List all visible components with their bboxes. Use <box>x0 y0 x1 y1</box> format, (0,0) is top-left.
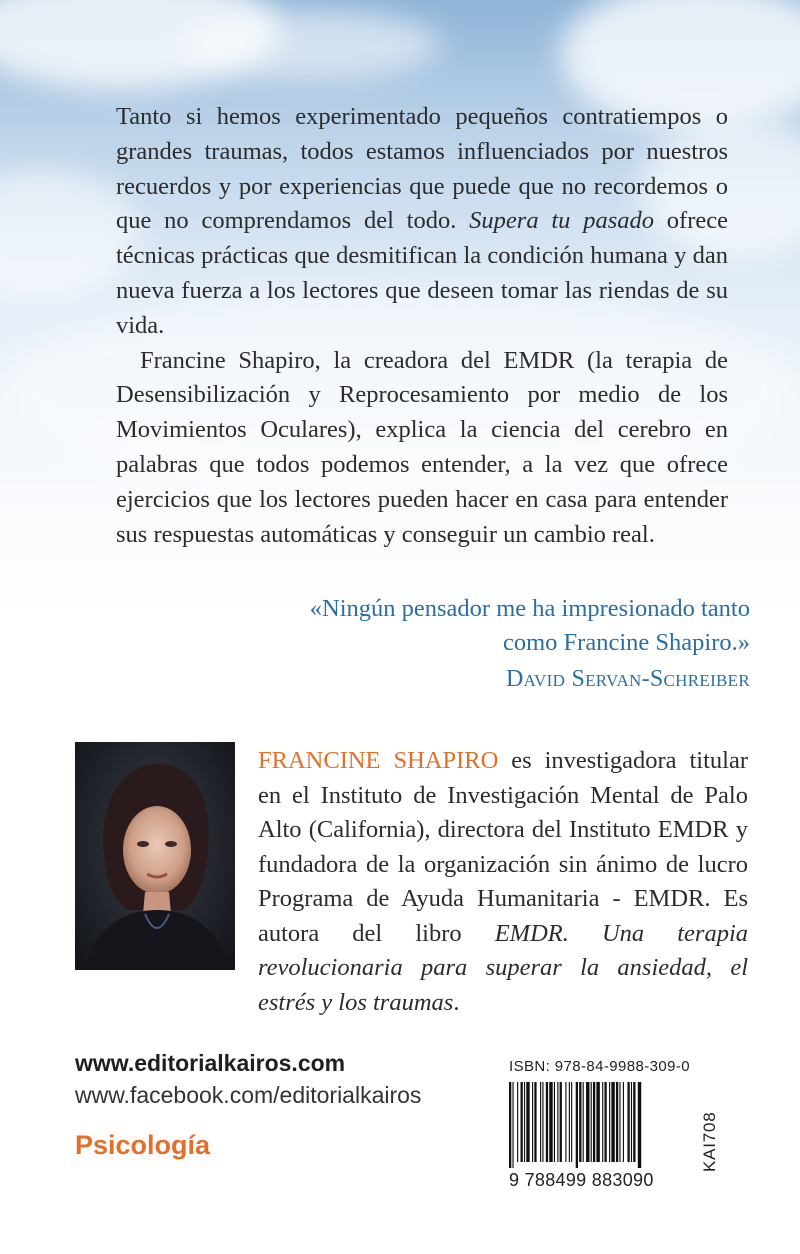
barcode-bar <box>521 1082 523 1162</box>
barcode-bar <box>586 1082 589 1162</box>
barcode-bar <box>534 1082 536 1162</box>
barcode-bar <box>611 1082 614 1162</box>
barcode-bar <box>546 1082 548 1162</box>
barcode-bar <box>565 1082 566 1162</box>
barcode-bar <box>623 1082 624 1162</box>
blurb-text: ofrece técnicas prácticas que desmitifican la condición humana y dan nueva fuerza a los lectores que deseen tomar las riendas de su vida. <box>116 207 728 339</box>
barcode-bar <box>616 1082 618 1162</box>
author-photo <box>75 742 235 970</box>
barcode-bar <box>517 1082 518 1162</box>
barcode-bar <box>549 1082 552 1162</box>
bio-text: es investigadora titular en el Instituto de Investigación Mental de Palo Alto (California), directora del Instituto EMDR y fundadora de la organización sin ánimo de lucro Programa de Ayuda Humanitaria - EMDR. Es autora del libro <box>258 747 748 947</box>
barcode-bar <box>540 1082 541 1162</box>
barcode-bar <box>631 1082 632 1162</box>
quote-line: como Francine Shapiro.» <box>503 629 750 656</box>
barcode-image <box>509 1082 689 1168</box>
barcode-bar <box>560 1082 562 1162</box>
barcode-bar <box>633 1082 635 1162</box>
barcode-bar <box>569 1082 570 1162</box>
website-link[interactable]: www.editorialkairos.com <box>75 1050 346 1076</box>
blurb-text: Tanto si hemos experimentado pequeños contratiempos o grandes traumas, todos estamos influenciados por nuestros recuerdos y por experiencias que puede que no recordemos o que no comprendamos del todo. <box>116 103 728 235</box>
barcode-bar <box>509 1082 511 1168</box>
author-bio <box>258 744 748 1020</box>
barcode-bar <box>512 1082 513 1168</box>
barcode-bar <box>557 1082 558 1162</box>
barcode-bar <box>579 1082 581 1162</box>
barcode-bar <box>596 1082 599 1162</box>
bio-book-title: EMDR. Una terapia revolucionaria para superar la ansiedad, el estrés y los traumas <box>258 919 749 1016</box>
endorsement-quote <box>200 592 750 660</box>
sky-cloud <box>180 10 440 80</box>
quote-line: «Ningún pensador me ha impresionado tanto <box>309 595 750 622</box>
facebook-link[interactable]: www.facebook.com/editorialkairos <box>75 1082 422 1108</box>
barcode-bar <box>542 1082 543 1162</box>
barcode-bar <box>609 1082 610 1162</box>
barcode-bar <box>593 1082 595 1162</box>
barcode-bar <box>604 1082 606 1162</box>
barcode-bar <box>602 1082 603 1162</box>
author-portrait-image <box>75 742 235 970</box>
product-code: KAI708 <box>700 1111 719 1172</box>
author-name: FRANCINE SHAPIRO <box>258 747 499 774</box>
book-title: Supera tu pasado <box>469 207 654 235</box>
category-label: Psicología <box>75 1130 211 1160</box>
barcode-bar <box>627 1082 629 1162</box>
barcode-bar <box>591 1082 592 1162</box>
quote-author: David Servan-Schreiber <box>506 666 750 692</box>
barcode-bar <box>583 1082 584 1162</box>
blurb-paragraph-1 <box>116 100 728 344</box>
barcode-bar <box>524 1082 525 1162</box>
barcode-bar <box>576 1082 578 1168</box>
barcode-digits: 9 788499 883090 <box>509 1170 654 1190</box>
barcode-bar <box>526 1082 529 1162</box>
barcode-bar <box>571 1082 572 1162</box>
blurb-paragraph-2: Francine Shapiro, la creadora del EMDR (la terapia de Desensibilización y Reprocesamiento por medio de los Movimientos Oculares), explica la ciencia del cerebro en palabras que todos podemos entender, a la vez que ofrece ejercicios que los lectores pueden hacer en casa para entender sus respuestas automáticas y conseguir un cambio real. <box>116 346 728 548</box>
barcode-bar <box>532 1082 533 1162</box>
isbn-label: ISBN: 978-84-9988-309-0 <box>509 1058 690 1075</box>
bio-text: . <box>453 988 460 1016</box>
barcode-bar <box>638 1082 641 1168</box>
barcode-bar <box>554 1082 555 1162</box>
blurb <box>116 100 728 552</box>
barcode-bar <box>619 1082 620 1162</box>
